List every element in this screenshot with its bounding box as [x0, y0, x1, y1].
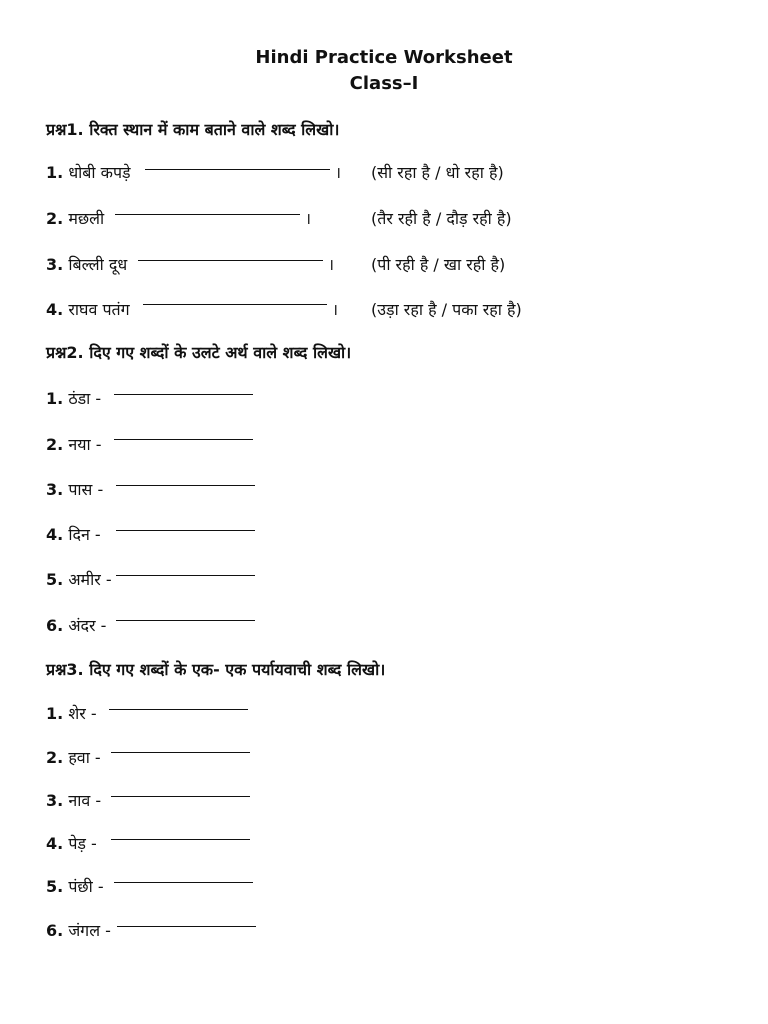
item-text: नाव - — [68, 791, 102, 810]
item-text: राघव पतंग — [68, 300, 130, 319]
q1-item-1 — [46, 163, 131, 187]
answer-blank[interactable] — [115, 214, 300, 215]
item-text: धोबी कपड़े — [68, 163, 131, 182]
answer-blank[interactable] — [114, 882, 253, 883]
item-text: पास - — [68, 480, 104, 499]
q2-item-6 — [46, 616, 106, 640]
answer-blank[interactable] — [145, 169, 330, 170]
q3-item-3 — [46, 791, 101, 815]
answer-blank[interactable] — [111, 796, 250, 797]
item-number: 3. — [46, 255, 64, 274]
q2-item-5 — [46, 570, 112, 594]
item-number: 2. — [46, 435, 64, 454]
answer-options-hint: (उड़ा रहा है / पका रहा है) — [371, 300, 522, 319]
answer-blank[interactable] — [114, 439, 253, 440]
item-number: 2. — [46, 209, 64, 228]
class-label: Class–I — [349, 73, 419, 94]
answer-blank[interactable] — [114, 394, 253, 395]
answer-blank[interactable] — [116, 575, 255, 576]
item-text: दिन - — [68, 525, 101, 544]
item-number: 2. — [46, 748, 64, 767]
q3-item-2 — [46, 748, 101, 772]
q3-item-5 — [46, 877, 104, 901]
item-text: पेड़ - — [68, 834, 97, 853]
q2-item-1 — [46, 389, 101, 413]
q3-item-4 — [46, 834, 97, 858]
item-number: 5. — [46, 570, 64, 589]
item-text: ठंडा - — [68, 389, 102, 408]
sentence-end-mark: । — [332, 300, 339, 319]
answer-blank[interactable] — [116, 620, 255, 621]
item-number: 1. — [46, 704, 64, 723]
item-text: हवा - — [68, 748, 101, 767]
item-text: मछली — [68, 209, 105, 228]
answer-blank[interactable] — [143, 304, 327, 305]
item-number: 4. — [46, 300, 64, 319]
answer-blank[interactable] — [117, 926, 256, 927]
sentence-end-mark: । — [305, 209, 312, 228]
sentence-end-mark: । — [328, 255, 335, 274]
item-text: पंछी - — [68, 877, 104, 896]
answer-blank[interactable] — [116, 530, 255, 531]
answer-blank[interactable] — [138, 260, 323, 261]
worksheet-title: Hindi Practice Worksheet — [255, 47, 513, 68]
question-3-heading: प्रश्न3. दिए गए शब्दों के एक- एक पर्यायवाची शब्द लिखो। — [46, 660, 386, 679]
item-number: 1. — [46, 163, 64, 182]
question-1-heading: प्रश्न1. रिक्त स्थान में काम बताने वाले शब्द लिखो। — [46, 120, 340, 139]
item-number: 3. — [46, 480, 64, 499]
q1-item-4 — [46, 300, 130, 324]
item-text: अंदर - — [68, 616, 107, 635]
answer-blank[interactable] — [111, 839, 250, 840]
answer-options-hint: (सी रहा है / धो रहा है) — [371, 163, 504, 182]
q3-item-6 — [46, 921, 111, 945]
item-text: बिल्ली दूध — [68, 255, 128, 274]
q2-item-3 — [46, 480, 103, 504]
q1-item-2 — [46, 209, 104, 233]
item-number: 4. — [46, 834, 64, 853]
item-number: 1. — [46, 389, 64, 408]
item-text: अमीर - — [68, 570, 112, 589]
item-text: नया - — [68, 435, 102, 454]
q2-item-4 — [46, 525, 101, 549]
item-text: जंगल - — [68, 921, 111, 940]
answer-options-hint: (पी रही है / खा रही है) — [371, 255, 506, 274]
answer-blank[interactable] — [109, 709, 248, 710]
item-number: 4. — [46, 525, 64, 544]
q2-item-2 — [46, 435, 101, 459]
answer-blank[interactable] — [111, 752, 250, 753]
item-number: 5. — [46, 877, 64, 896]
item-text: शेर - — [68, 704, 97, 723]
answer-options-hint: (तैर रही है / दौड़ रही है) — [371, 209, 512, 228]
sentence-end-mark: । — [335, 163, 342, 182]
item-number: 6. — [46, 921, 64, 940]
item-number: 6. — [46, 616, 64, 635]
item-number: 3. — [46, 791, 64, 810]
q3-item-1 — [46, 704, 97, 728]
answer-blank[interactable] — [116, 485, 255, 486]
question-2-heading: प्रश्न2. दिए गए शब्दों के उलटे अर्थ वाले शब्द लिखो। — [46, 343, 352, 362]
q1-item-3 — [46, 255, 127, 279]
